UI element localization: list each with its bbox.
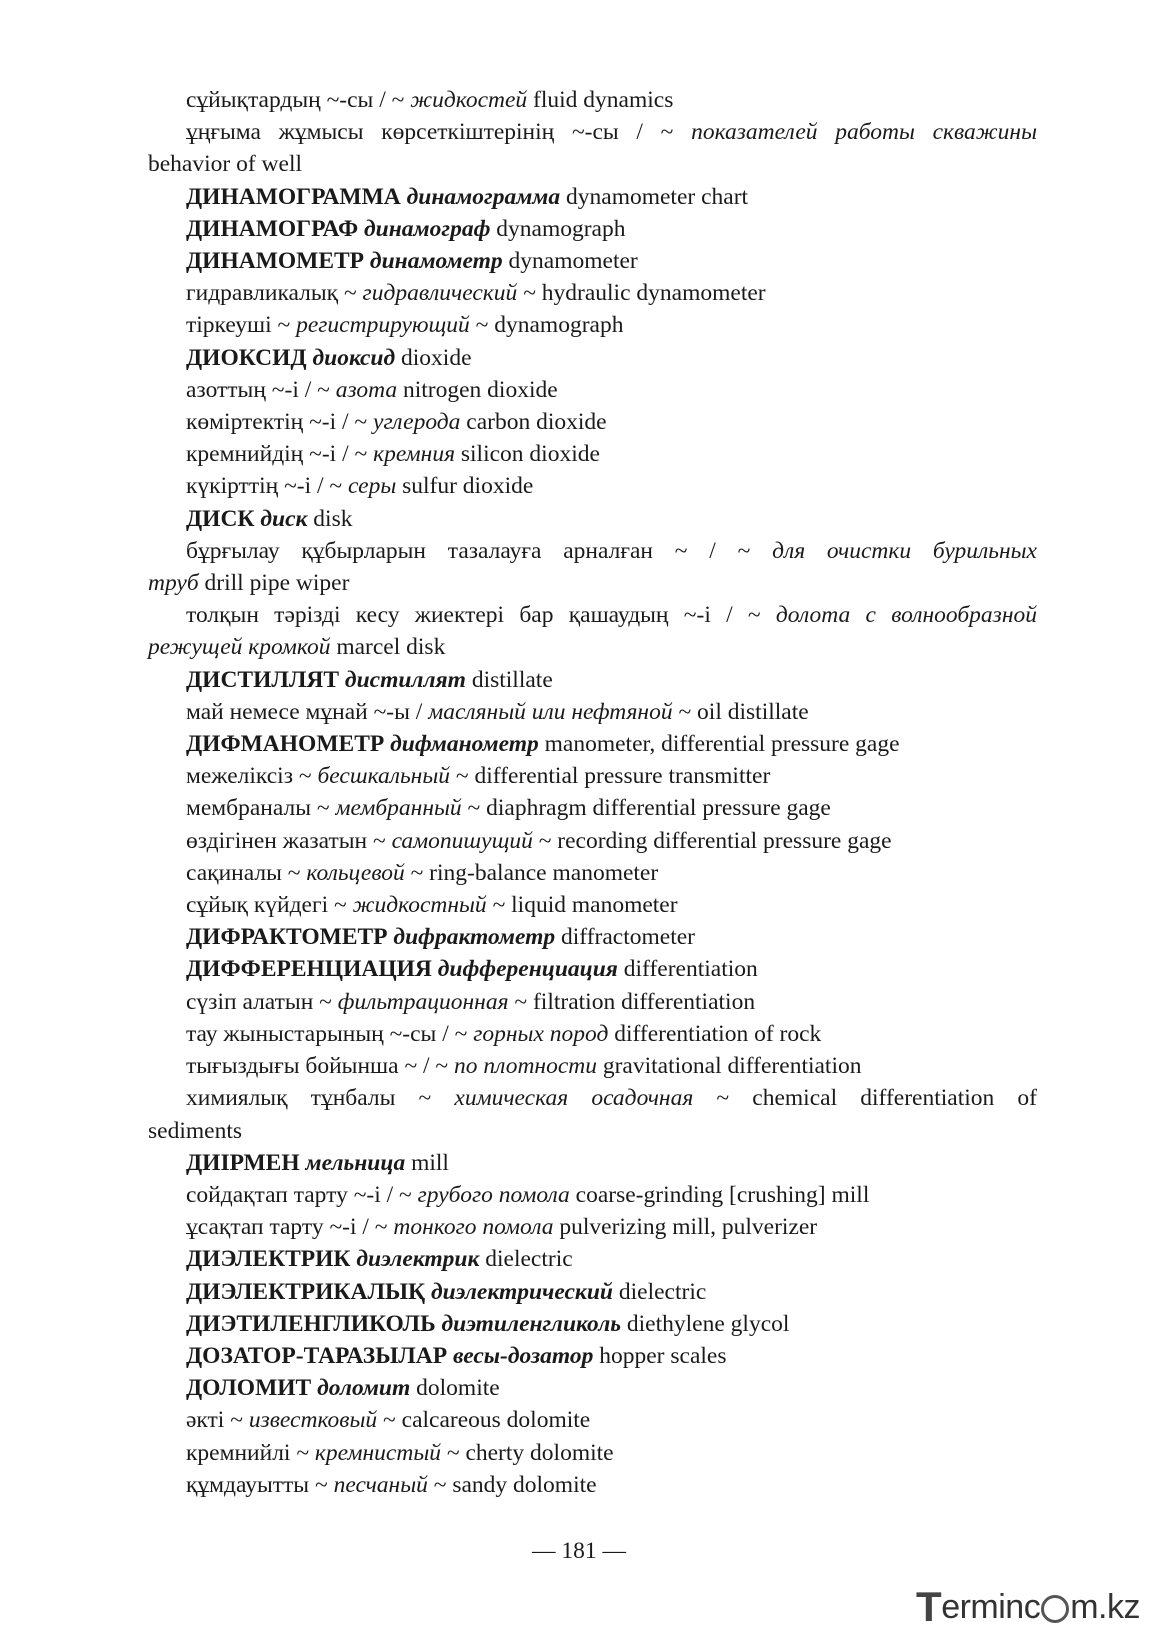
dictionary-line (148, 245, 1037, 277)
entry-text: тығыздығы бойынша ~ / ~ (186, 1053, 455, 1080)
dictionary-line (148, 503, 1037, 535)
entry-text: differentiation of rock (608, 1020, 822, 1047)
dictionary-line (148, 1340, 1037, 1372)
russian-term: жидкостный (352, 892, 487, 919)
entry-text: көміртектің ~-і / ~ (186, 409, 374, 436)
entry-text: май немесе мұнай ~-ы / (186, 698, 429, 725)
headword: ДОЛОМИТ (186, 1375, 318, 1402)
headword: ДИНАМОГРАММА (186, 183, 407, 210)
dictionary-line (148, 1179, 1037, 1211)
dictionary-line (148, 374, 1037, 406)
entry-text: dolomite (410, 1375, 500, 1402)
dictionary-line (148, 309, 1037, 341)
entry-text: pulverizing mill, pulverizer (553, 1214, 818, 1241)
entry-text: ~ diaphragm differential pressure gage (461, 795, 831, 822)
dictionary-line (148, 760, 1037, 792)
dictionary-line (148, 921, 1037, 953)
dictionary-line (148, 1437, 1037, 1469)
dictionary-line (148, 664, 1037, 696)
dictionary-line (148, 1243, 1037, 1275)
entry-text: межеліксіз ~ (186, 763, 318, 790)
entry-text: sediments (148, 1117, 242, 1144)
dictionary-line (148, 567, 1037, 599)
dictionary-line (148, 825, 1037, 857)
dictionary-line (148, 1082, 1037, 1114)
headword: ДИНАМОМЕТР (186, 248, 370, 275)
entry-text: ~ dynamograph (469, 312, 624, 339)
entry-text: sulfur dioxide (396, 473, 534, 500)
entry-text: dynamometer (502, 248, 638, 275)
dictionary-line (148, 1308, 1037, 1340)
russian-term: грубого помола (417, 1181, 570, 1208)
dictionary-line (148, 148, 1037, 180)
headword: ДИФФЕРЕНЦИАЦИЯ (186, 956, 438, 983)
entry-text: distillate (465, 666, 553, 693)
entry-text: differentiation (617, 956, 758, 983)
russian-term: кремния (373, 441, 455, 468)
headword-russian: диэлектрик (356, 1246, 480, 1273)
entry-text: dynamograph (490, 215, 626, 242)
dictionary-page-body (148, 84, 1037, 1501)
entry-text: diffractometer (555, 924, 695, 951)
entry-text: ~ liquid manometer (486, 892, 678, 919)
watermark-letter-t: T (916, 1583, 942, 1630)
headword-russian: диоксид (312, 344, 396, 371)
headword-russian: динамограф (364, 215, 491, 242)
entry-text: manometer, differential pressure gage (538, 731, 900, 758)
entry-text: кремнийлі ~ (186, 1439, 315, 1466)
entry-text: құмдауытты ~ (186, 1471, 334, 1498)
dictionary-line (148, 116, 1037, 148)
russian-term: показателей работы скважины (691, 119, 1037, 146)
headword-russian: мельница (305, 1149, 406, 1176)
entry-text: dioxide (395, 344, 472, 371)
entry-text: drill pipe wiper (198, 570, 350, 597)
entry-text: disk (307, 505, 353, 532)
dictionary-line (148, 213, 1037, 245)
headword-russian: дифференциация (437, 956, 618, 983)
headword: ДИФМАНОМЕТР (186, 731, 391, 758)
headword-russian: динамограмма (406, 183, 561, 210)
entry-text: ~ differential pressure transmitter (450, 763, 771, 790)
russian-term: гидравлический (362, 280, 518, 307)
dictionary-line (148, 631, 1037, 663)
headword: ДИЭТИЛЕНГЛИКОЛЬ (186, 1310, 442, 1337)
entry-text: coarse-grinding [crushing] mill (569, 1181, 870, 1208)
dictionary-line (148, 986, 1037, 1018)
entry-text: сақиналы ~ (186, 859, 307, 886)
russian-term: известковый (248, 1407, 378, 1434)
russian-term: бесшкальный (317, 763, 450, 790)
entry-text: ~ recording differential pressure gage (532, 827, 892, 854)
headword-russian: дифрактометр (393, 924, 556, 951)
dictionary-line (148, 470, 1037, 502)
entry-text: marcel disk (330, 634, 446, 661)
entry-text: әкті ~ (186, 1407, 249, 1434)
russian-term: кольцевой (306, 859, 405, 886)
dictionary-line (148, 1211, 1037, 1243)
dictionary-line (148, 599, 1037, 631)
entry-text: бұрғылау құбырларын тазалауға арналған ~ / ~ (186, 537, 773, 564)
entry-text: сұйық күйдегі ~ (186, 892, 353, 919)
dictionary-line (148, 181, 1037, 213)
entry-text: ~ calcareous dolomite (377, 1407, 591, 1434)
entry-text: carbon dioxide (460, 409, 607, 436)
entry-text: mill (405, 1149, 449, 1176)
entry-text: ~ cherty dolomite (440, 1439, 614, 1466)
entry-text: fluid dynamics (527, 87, 674, 113)
entry-text: hopper scales (593, 1342, 727, 1369)
dictionary-line (148, 535, 1037, 567)
headword-russian: динамометр (369, 248, 503, 275)
dictionary-line (148, 406, 1037, 438)
entry-text: сұйықтардың ~-сы / ~ (186, 87, 411, 113)
entry-text: ұңғыма жұмысы көрсеткіштерінің ~-сы / ~ (186, 119, 692, 146)
russian-term: масляный или нефтяной (428, 698, 673, 725)
russian-term: песчаный (333, 1471, 428, 1498)
headword-russian: доломит (317, 1375, 411, 1402)
russian-term: по плотности (454, 1053, 597, 1080)
russian-term: долота с волнообразной (775, 602, 1037, 629)
russian-term: тонкого помола (393, 1214, 554, 1241)
headword-russian: диск (260, 505, 308, 532)
entry-text: мембраналы ~ (186, 795, 336, 822)
dictionary-line (148, 1469, 1037, 1501)
dictionary-line (148, 1404, 1037, 1436)
dictionary-line (148, 696, 1037, 728)
entry-text: ұсақтап тарту ~-і / ~ (186, 1214, 394, 1241)
entry-text: сүзіп алатын ~ (186, 988, 338, 1015)
entry-text: химиялық тұнбалы ~ (186, 1085, 455, 1112)
headword: ДИОКСИД (186, 344, 313, 371)
headword-russian: весы-дозатор (452, 1342, 594, 1369)
headword-russian: диэтиленгликоль (441, 1310, 622, 1337)
entry-text: күкірттің ~-і / ~ (186, 473, 349, 500)
entry-text: тау жыныстарының ~-сы / ~ (186, 1020, 474, 1047)
russian-term: мембранный (335, 795, 462, 822)
entry-text: ~ ring-balance manometer (404, 859, 659, 886)
entry-text: silicon dioxide (455, 441, 600, 468)
russian-term: труб (148, 570, 199, 597)
dictionary-line (148, 792, 1037, 824)
russian-term: кремнистый (314, 1439, 441, 1466)
entry-text: ~ oil distillate (672, 698, 809, 725)
dictionary-line (148, 438, 1037, 470)
entry-text: dielectric (479, 1246, 573, 1273)
headword: ДИІРМЕН (186, 1149, 306, 1176)
dictionary-line (148, 1372, 1037, 1404)
russian-term: регистрирующий (296, 312, 470, 339)
dictionary-line (148, 1018, 1037, 1050)
watermark-text-a: erminc (941, 1587, 1041, 1626)
dictionary-line (148, 84, 1037, 116)
russian-term: углерода (373, 409, 461, 436)
entry-text: өздігінен жазатын ~ (186, 827, 392, 854)
headword: ДИФРАКТОМЕТР (186, 924, 394, 951)
dictionary-line (148, 1276, 1037, 1308)
headword-russian: дифманометр (390, 731, 539, 758)
russian-term: самопишущий (391, 827, 533, 854)
russian-term: жидкостей (410, 87, 528, 113)
russian-term: режущей кромкой (148, 634, 331, 661)
russian-term: химическая осадочная (454, 1085, 694, 1112)
entry-text: ~ filtration differentiation (508, 988, 756, 1015)
entry-text: behavior of well (148, 151, 303, 178)
dictionary-line (148, 728, 1037, 760)
page-number: — 181 — (532, 1538, 626, 1564)
entry-text: ~ hydraulic dynamometer (517, 280, 766, 307)
entry-text: ~ chemical differentiation of (693, 1085, 1037, 1112)
russian-term: фильтрационная (337, 988, 509, 1015)
entry-text: dielectric (612, 1278, 707, 1305)
entry-text: толқын тәрізді кесу жиектері бар қашаудың ~-і / ~ (186, 602, 776, 629)
dictionary-line (148, 857, 1037, 889)
russian-term: горных пород (473, 1020, 609, 1047)
entry-text: кремнийдің ~-і / ~ (186, 441, 374, 468)
watermark-o-icon (1041, 1595, 1069, 1623)
entry-text: gravitational differentiation (596, 1053, 862, 1080)
headword-russian: дистиллят (344, 666, 466, 693)
headword-russian: диэлектрический (430, 1278, 613, 1305)
dictionary-line (148, 277, 1037, 309)
headword: ДОЗАТОР-ТАРАЗЫЛАР (186, 1342, 453, 1369)
russian-term: серы (348, 473, 397, 500)
headword: ДИСТИЛЛЯТ (186, 666, 345, 693)
headword: ДИЭЛЕКТРИК (186, 1246, 357, 1273)
russian-term: для очистки бурильных (772, 537, 1037, 564)
headword: ДИНАМОГРАФ (186, 215, 365, 242)
entry-text: гидравликалық ~ (186, 280, 363, 307)
entry-text: dynamometer chart (560, 183, 749, 210)
entry-text: nitrogen dioxide (397, 376, 558, 403)
dictionary-line (148, 889, 1037, 921)
entry-text: азоттың ~-і / ~ (186, 376, 336, 403)
dictionary-line (148, 342, 1037, 374)
headword: ДИЭЛЕКТРИКАЛЫҚ (186, 1278, 431, 1305)
dictionary-line (148, 953, 1037, 985)
entry-text: сойдақтап тарту ~-і / ~ (186, 1181, 418, 1208)
entry-text: diethylene glycol (621, 1310, 790, 1337)
headword: ДИСК (186, 505, 261, 532)
watermark-text-b: m.kz (1070, 1587, 1140, 1626)
russian-term: азота (335, 376, 398, 403)
entry-text: ~ sandy dolomite (427, 1471, 597, 1498)
dictionary-line (148, 1147, 1037, 1179)
dictionary-line (148, 1050, 1037, 1082)
entry-text: тіркеуші ~ (186, 312, 297, 339)
dictionary-line (148, 1115, 1037, 1147)
terminkom-watermark-logo (916, 1585, 1140, 1629)
